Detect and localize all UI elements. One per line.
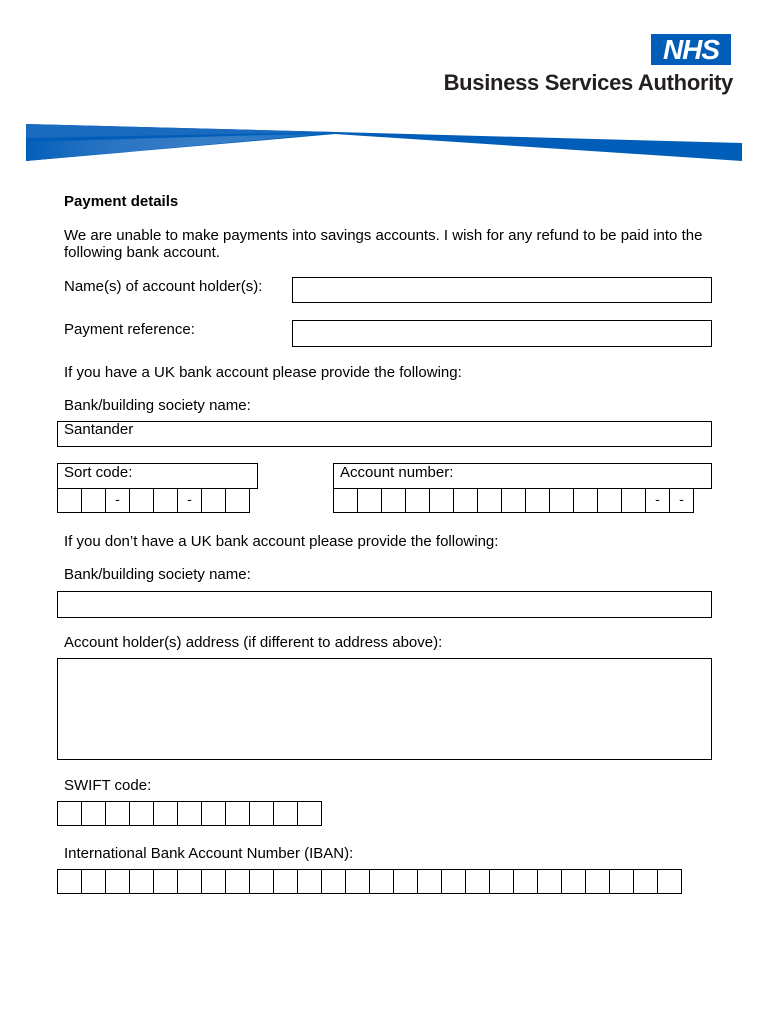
sort-code-cell[interactable] (57, 488, 82, 513)
section-title: Payment details (64, 193, 179, 210)
account-number-cell[interactable] (405, 488, 430, 513)
account-holder-value (293, 278, 299, 295)
account-number-cell[interactable] (549, 488, 574, 513)
account-number-cell[interactable] (573, 488, 598, 513)
iban-cell[interactable] (417, 869, 442, 894)
account-number-cell[interactable] (621, 488, 646, 513)
iban-cell[interactable] (345, 869, 370, 894)
uk-bank-name-label: Bank/building society name: (64, 397, 251, 414)
account-number-cell[interactable]: - (645, 488, 670, 513)
sort-code-cell[interactable] (153, 488, 178, 513)
iban-cell[interactable] (633, 869, 658, 894)
account-number-cell[interactable]: - (669, 488, 694, 513)
iban-cell[interactable] (225, 869, 250, 894)
iban-cell[interactable] (129, 869, 154, 894)
swift-code-cell[interactable] (57, 801, 82, 826)
swift-code-cell[interactable] (249, 801, 274, 826)
iban-cell[interactable] (249, 869, 274, 894)
account-number-label: Account number: (333, 463, 712, 489)
sort-code-label: Sort code: (57, 463, 258, 489)
sort-code-cell[interactable] (81, 488, 106, 513)
sort-code-cell[interactable] (225, 488, 250, 513)
iban-cell[interactable] (273, 869, 298, 894)
uk-bank-heading: If you have a UK bank account please provide the following: (64, 364, 462, 381)
payment-reference-field[interactable] (292, 320, 712, 347)
iban-cell[interactable] (393, 869, 418, 894)
intro-text: We are unable to make payments into savings accounts. I wish for any refund to be paid into the following bank account. (64, 227, 703, 261)
non-uk-bank-heading: If you don’t have a UK bank account please provide the following: (64, 533, 499, 550)
organisation-name: Business Services Authority (443, 70, 733, 95)
swift-code-cell[interactable] (201, 801, 226, 826)
iban-cell[interactable] (201, 869, 226, 894)
payment-reference-value (293, 321, 299, 338)
sort-code-cell[interactable]: - (177, 488, 202, 513)
account-holder-address-label: Account holder(s) address (if different to address above): (64, 634, 443, 651)
iban-cell[interactable] (561, 869, 586, 894)
sort-code-input[interactable] (57, 488, 250, 513)
account-number-cell[interactable] (429, 488, 454, 513)
nhs-logo: NHS (651, 34, 731, 65)
iban-cell[interactable] (177, 869, 202, 894)
account-holder-label: Name(s) of account holder(s): (64, 278, 263, 295)
iban-cell[interactable] (105, 869, 130, 894)
swift-code-cell[interactable] (129, 801, 154, 826)
sort-code-cell[interactable] (129, 488, 154, 513)
iban-cell[interactable] (609, 869, 634, 894)
swift-code-cell[interactable] (273, 801, 298, 826)
account-holder-field[interactable] (292, 277, 712, 303)
swift-code-cell[interactable] (105, 801, 130, 826)
swift-code-cell[interactable] (225, 801, 250, 826)
account-holder-address-field[interactable] (57, 658, 712, 760)
account-number-cell[interactable] (333, 488, 358, 513)
swift-code-input[interactable] (57, 801, 322, 826)
swift-code-cell[interactable] (81, 801, 106, 826)
swift-code-label: SWIFT code: (64, 777, 152, 794)
swift-code-cell[interactable] (153, 801, 178, 826)
account-number-input[interactable] (333, 488, 694, 513)
uk-bank-name-value: Santander (64, 421, 134, 438)
swift-code-cell[interactable] (297, 801, 322, 826)
header-swoosh-banner (0, 118, 768, 168)
account-number-cell[interactable] (477, 488, 502, 513)
iban-cell[interactable] (297, 869, 322, 894)
sort-code-cell[interactable]: - (105, 488, 130, 513)
account-number-cell[interactable] (453, 488, 478, 513)
account-number-cell[interactable] (597, 488, 622, 513)
iban-label: International Bank Account Number (IBAN): (64, 845, 354, 862)
iban-cell[interactable] (321, 869, 346, 894)
account-number-cell[interactable] (381, 488, 406, 513)
iban-cell[interactable] (57, 869, 82, 894)
non-uk-bank-name-label: Bank/building society name: (64, 566, 251, 583)
account-number-cell[interactable] (525, 488, 550, 513)
iban-cell[interactable] (657, 869, 682, 894)
non-uk-bank-name-field[interactable] (57, 591, 712, 618)
swift-code-cell[interactable] (177, 801, 202, 826)
iban-input[interactable] (57, 869, 682, 894)
sort-code-cell[interactable] (201, 488, 226, 513)
iban-cell[interactable] (513, 869, 538, 894)
iban-cell[interactable] (489, 869, 514, 894)
iban-cell[interactable] (81, 869, 106, 894)
iban-cell[interactable] (537, 869, 562, 894)
iban-cell[interactable] (441, 869, 466, 894)
iban-cell[interactable] (369, 869, 394, 894)
account-number-cell[interactable] (501, 488, 526, 513)
uk-bank-name-field[interactable] (57, 421, 712, 447)
iban-cell[interactable] (585, 869, 610, 894)
iban-cell[interactable] (153, 869, 178, 894)
iban-cell[interactable] (465, 869, 490, 894)
account-number-cell[interactable] (357, 488, 382, 513)
payment-reference-label: Payment reference: (64, 321, 195, 338)
